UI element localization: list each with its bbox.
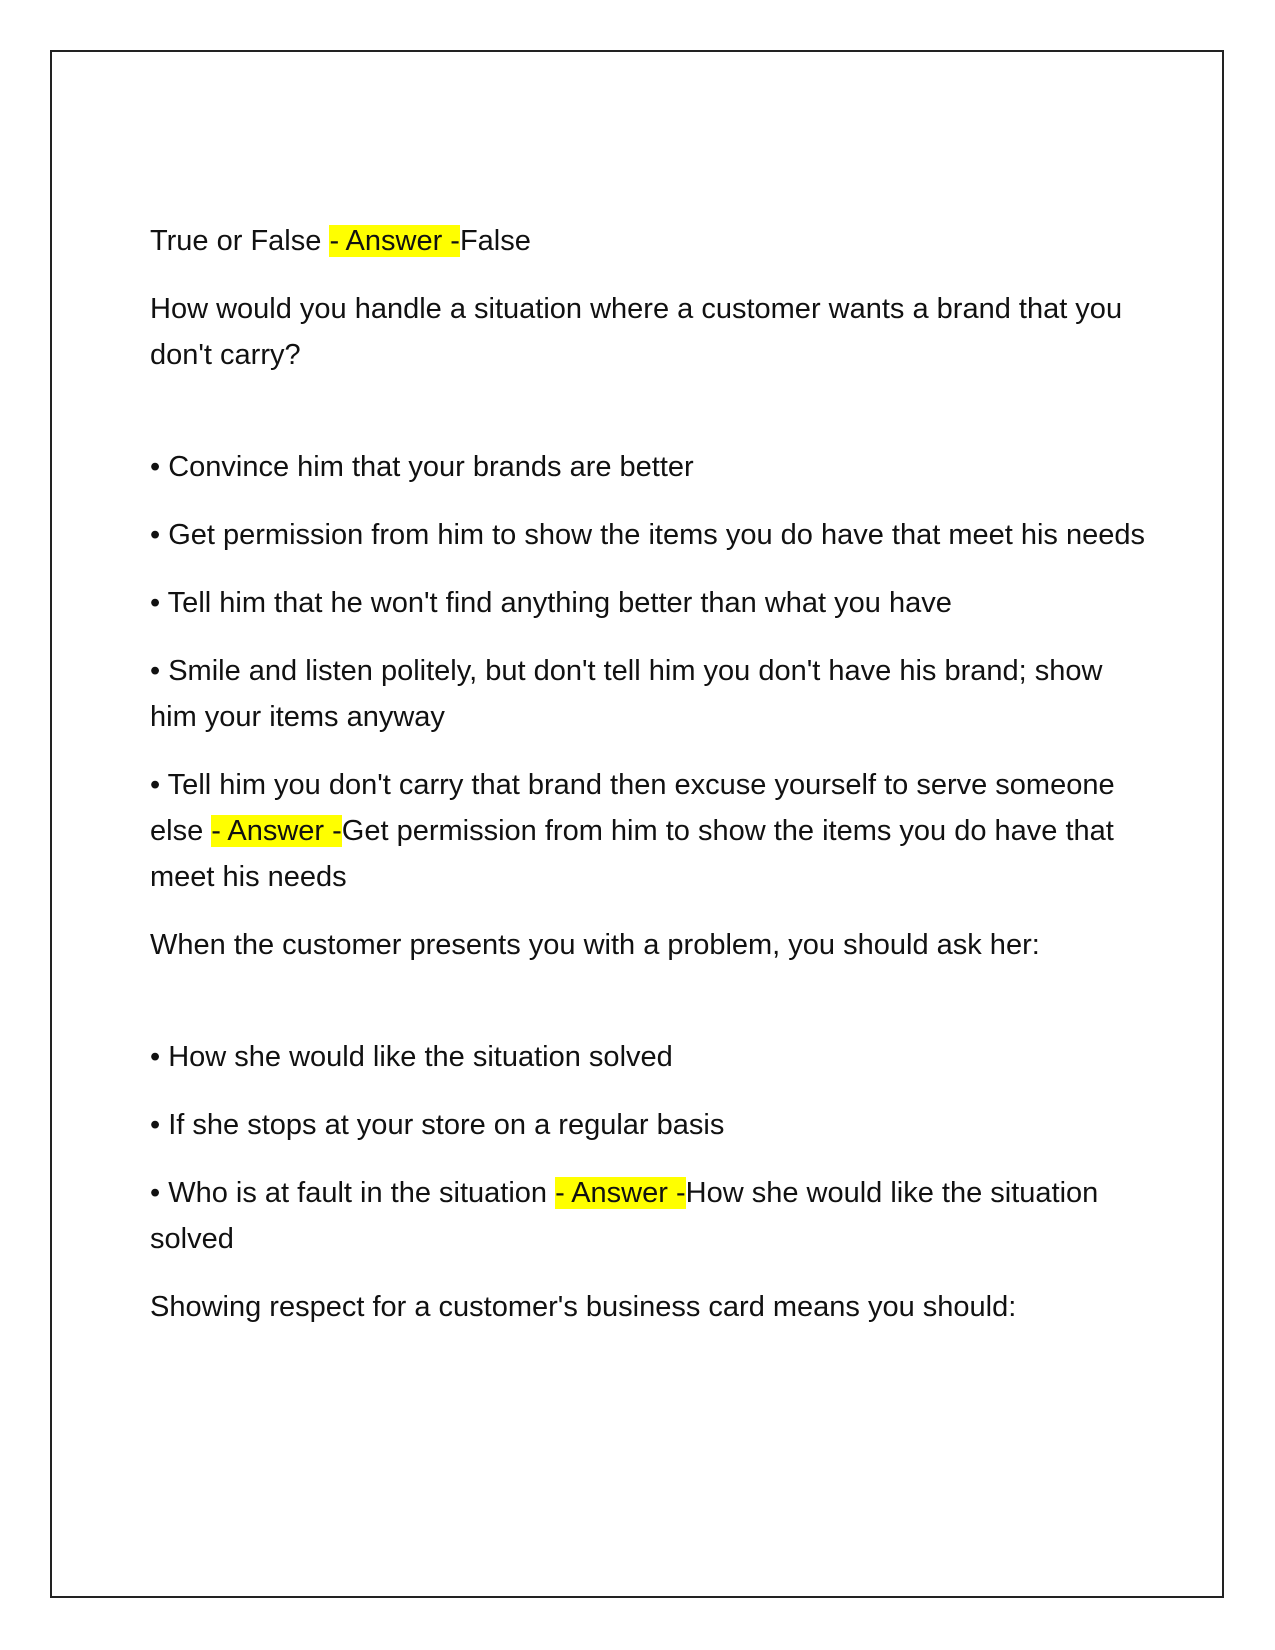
- document-body: [150, 218, 1150, 1352]
- answer-marker-highlight: - Answer -: [211, 815, 342, 847]
- option-item-with-answer: [150, 1170, 1150, 1262]
- option-text: • Tell him you don't carry that brand then excuse yourself to serve someone else: [150, 769, 1115, 847]
- answer-text: Get permission from him to show the items you do have that meet his needs: [150, 815, 1114, 893]
- option-item: • Tell him that he won't find anything better than what you have: [150, 587, 952, 619]
- answer-text: How she would like the situation solved: [150, 1177, 1099, 1255]
- question-business-card: Showing respect for a customer's business card means you should:: [150, 1291, 1017, 1323]
- option-item: • If she stops at your store on a regular basis: [150, 1109, 725, 1141]
- blank-line: [150, 990, 1150, 1034]
- blank-line: [150, 400, 1150, 444]
- option-item: • How she would like the situation solved: [150, 1041, 673, 1073]
- option-item: • Smile and listen politely, but don't tell him you don't have his brand; show him your items anyway: [150, 655, 1103, 733]
- option-text: • Who is at fault in the situation: [150, 1177, 556, 1209]
- question-text: True or False: [150, 225, 330, 257]
- answer-marker-highlight: - Answer -: [329, 225, 460, 257]
- answer-text: False: [459, 225, 531, 257]
- option-item-with-answer: [150, 762, 1150, 900]
- option-item: • Convince him that your brands are better: [150, 451, 694, 483]
- option-item: • Get permission from him to show the items you do have that meet his needs: [150, 519, 1146, 551]
- answer-marker-highlight: - Answer -: [555, 1177, 686, 1209]
- question-customer-problem: When the customer presents you with a problem, you should ask her:: [150, 929, 1040, 961]
- true-false-answer-line: [150, 218, 1150, 264]
- question-brand-situation: How would you handle a situation where a customer wants a brand that you don't carry?: [150, 293, 1123, 371]
